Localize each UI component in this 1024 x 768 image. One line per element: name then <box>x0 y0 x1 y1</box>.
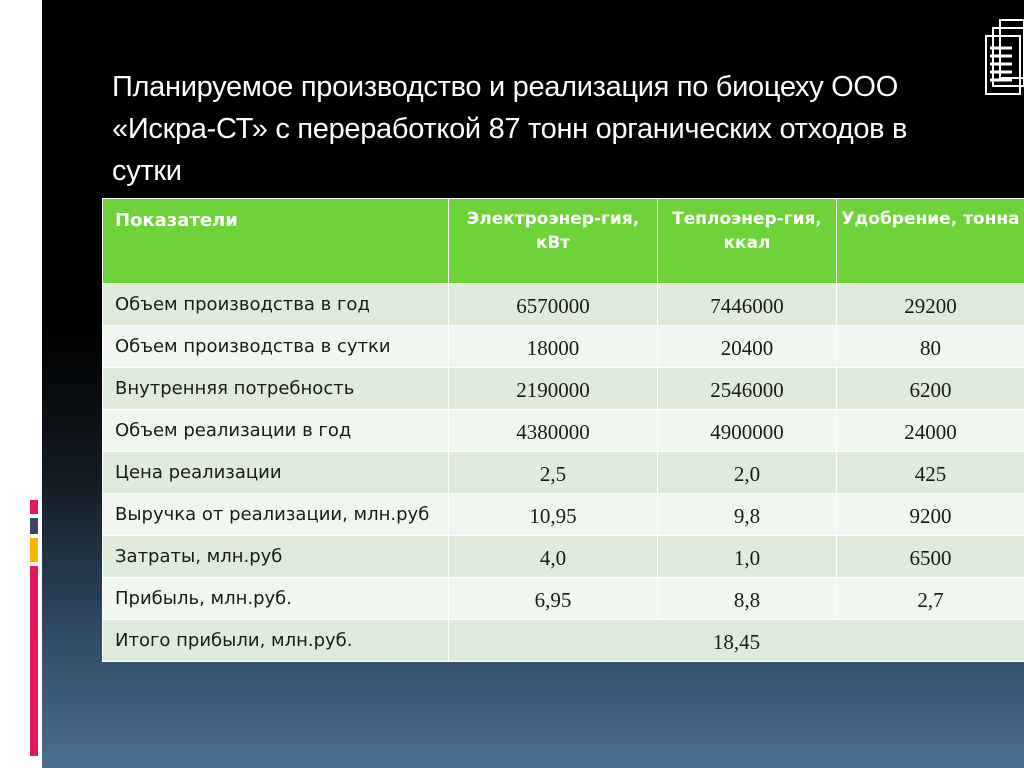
cell-fertilizer: 29200 <box>837 284 1024 326</box>
cell-fertilizer: 6500 <box>837 536 1024 578</box>
cell-heat: 2,0 <box>658 452 837 494</box>
row-label: Прибыль, млн.руб. <box>103 578 449 620</box>
table-row <box>103 452 1024 494</box>
accent-bar-pink <box>30 500 38 514</box>
cell-electricity: 2190000 <box>449 368 658 410</box>
total-value: 18,45 <box>449 620 1024 662</box>
cell-electricity: 4380000 <box>449 410 658 452</box>
cell-electricity: 6570000 <box>449 284 658 326</box>
production-table <box>102 198 1024 662</box>
table-total-row <box>103 620 1024 662</box>
header-fertilizer: Удобрение, тонна <box>837 199 1024 284</box>
table-row <box>103 326 1024 368</box>
header-heat: Теплоэнер-гия, ккал <box>658 199 837 284</box>
cell-fertilizer: 425 <box>837 452 1024 494</box>
row-label: Объем производства в год <box>103 284 449 326</box>
left-decorative-strip <box>0 0 42 768</box>
row-label: Внутренняя потребность <box>103 368 449 410</box>
files-icon <box>982 18 1024 128</box>
row-label: Выручка от реализации, млн.руб <box>103 494 449 536</box>
row-label: Затраты, млн.руб <box>103 536 449 578</box>
cell-electricity: 4,0 <box>449 536 658 578</box>
cell-fertilizer: 80 <box>837 326 1024 368</box>
table-row <box>103 578 1024 620</box>
table-row <box>103 284 1024 326</box>
cell-heat: 20400 <box>658 326 837 368</box>
cell-fertilizer: 2,7 <box>837 578 1024 620</box>
cell-heat: 7446000 <box>658 284 837 326</box>
cell-fertilizer: 6200 <box>837 368 1024 410</box>
cell-fertilizer: 9200 <box>837 494 1024 536</box>
cell-heat: 2546000 <box>658 368 837 410</box>
header-electricity: Электроэнер-гия, кВт <box>449 199 658 284</box>
cell-heat: 1,0 <box>658 536 837 578</box>
accent-bar-pink-long <box>30 566 38 756</box>
table-row <box>103 410 1024 452</box>
table-row <box>103 368 1024 410</box>
cell-heat: 8,8 <box>658 578 837 620</box>
row-label: Цена реализации <box>103 452 449 494</box>
slide-title: Планируемое производство и реализация по биоцеху ООО «Искра-СТ» с переработкой 87 тонн органических отходов в сутки <box>112 71 908 187</box>
cell-heat: 9,8 <box>658 494 837 536</box>
row-label: Объем реализации в год <box>103 410 449 452</box>
cell-electricity: 10,95 <box>449 494 658 536</box>
accent-bar-yellow <box>30 538 38 562</box>
cell-fertilizer: 24000 <box>837 410 1024 452</box>
cell-electricity: 2,5 <box>449 452 658 494</box>
table-header-row <box>103 199 1024 284</box>
row-label: Объем производства в сутки <box>103 326 449 368</box>
accent-bar-navy <box>30 518 38 534</box>
cell-heat: 4900000 <box>658 410 837 452</box>
table-row <box>103 494 1024 536</box>
cell-electricity: 6,95 <box>449 578 658 620</box>
cell-electricity: 18000 <box>449 326 658 368</box>
header-indicators: Показатели <box>103 199 449 284</box>
total-label: Итого прибыли, млн.руб. <box>103 620 449 662</box>
table-row <box>103 536 1024 578</box>
